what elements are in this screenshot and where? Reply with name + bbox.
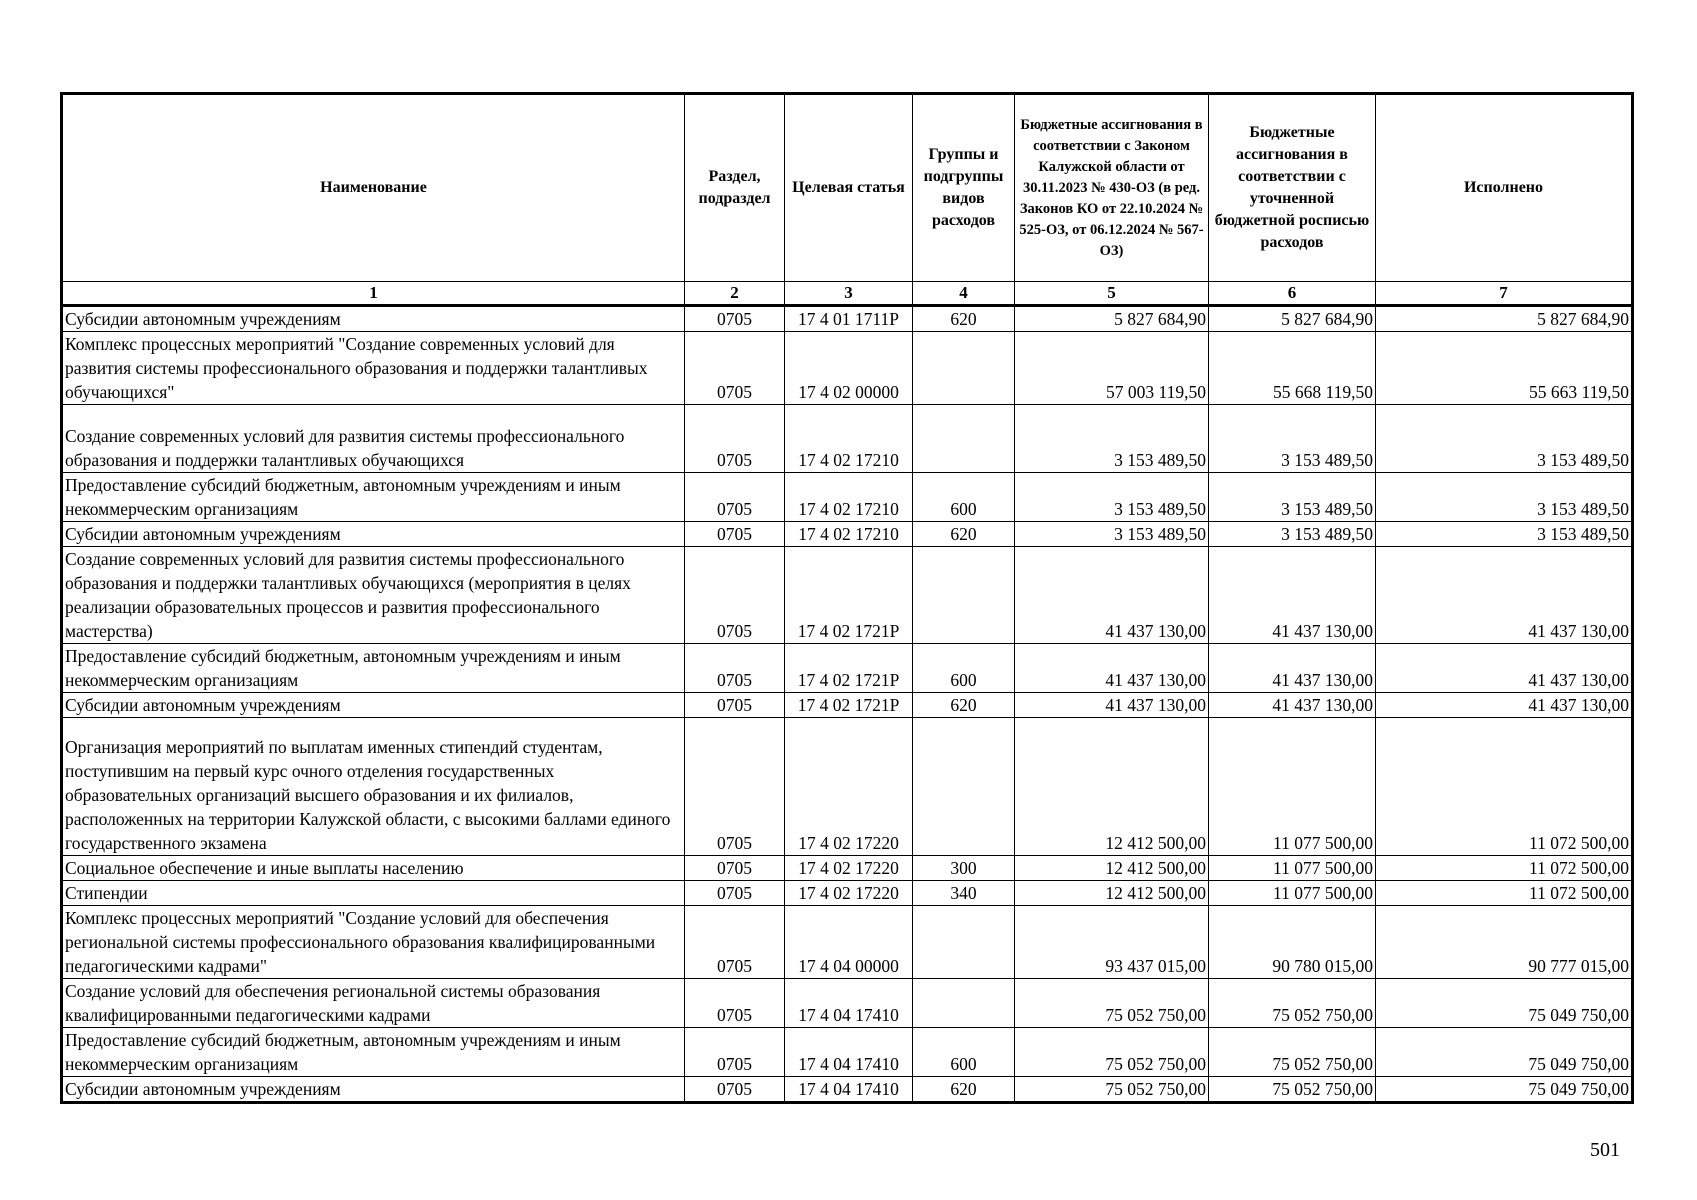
row-expense-group: 600: [913, 644, 1015, 693]
row-name: Организация мероприятий по выплатам именных стипендий студентам, поступившим на первый курс очного отделения государственных образовательных организаций высшего образования и их филиалов, расположенных на территории Калужской области, с высокими баллами единого государственного экзамена: [62, 718, 685, 856]
row-section: 0705: [685, 856, 785, 881]
row-section: 0705: [685, 405, 785, 473]
row-law-amount: 5 827 684,90: [1015, 306, 1209, 332]
column-number: 5: [1015, 282, 1209, 306]
column-number: 7: [1376, 282, 1633, 306]
header-schedule-allocations: Бюджетные ассигнования в соответствии с уточненной бюджетной росписью расходов: [1209, 94, 1376, 282]
row-executed-amount: 11 072 500,00: [1376, 881, 1633, 906]
table-row: [62, 1077, 1633, 1103]
row-section: 0705: [685, 906, 785, 979]
row-law-amount: 3 153 489,50: [1015, 405, 1209, 473]
row-name: Субсидии автономным учреждениям: [62, 306, 685, 332]
row-expense-group: 300: [913, 856, 1015, 881]
row-schedule-amount: 41 437 130,00: [1209, 547, 1376, 644]
row-schedule-amount: 75 052 750,00: [1209, 979, 1376, 1028]
table-row: [62, 522, 1633, 547]
row-schedule-amount: 3 153 489,50: [1209, 522, 1376, 547]
row-executed-amount: 3 153 489,50: [1376, 522, 1633, 547]
row-schedule-amount: 11 077 500,00: [1209, 881, 1376, 906]
row-name: Стипендии: [62, 881, 685, 906]
row-schedule-amount: 41 437 130,00: [1209, 693, 1376, 718]
row-section: 0705: [685, 693, 785, 718]
row-section: 0705: [685, 473, 785, 522]
table-body: [62, 306, 1633, 1103]
row-schedule-amount: 41 437 130,00: [1209, 644, 1376, 693]
row-law-amount: 41 437 130,00: [1015, 644, 1209, 693]
column-number: 6: [1209, 282, 1376, 306]
row-name: Предоставление субсидий бюджетным, автономным учреждениям и иным некоммерческим организациям: [62, 473, 685, 522]
table-row: [62, 906, 1633, 979]
header-executed: Исполнено: [1376, 94, 1633, 282]
row-name: Социальное обеспечение и иные выплаты населению: [62, 856, 685, 881]
row-name: Субсидии автономным учреждениям: [62, 1077, 685, 1103]
row-target-article: 17 4 01 1711Р: [785, 306, 913, 332]
row-target-article: 17 4 02 17210: [785, 473, 913, 522]
row-executed-amount: 3 153 489,50: [1376, 473, 1633, 522]
row-name: Субсидии автономным учреждениям: [62, 522, 685, 547]
row-target-article: 17 4 04 17410: [785, 1028, 913, 1077]
header-expense-groups: Группы и подгруппы видов расходов: [913, 94, 1015, 282]
row-executed-amount: 90 777 015,00: [1376, 906, 1633, 979]
row-schedule-amount: 75 052 750,00: [1209, 1028, 1376, 1077]
row-law-amount: 75 052 750,00: [1015, 1028, 1209, 1077]
table-row: [62, 693, 1633, 718]
row-executed-amount: 41 437 130,00: [1376, 644, 1633, 693]
row-expense-group: [913, 332, 1015, 405]
row-target-article: 17 4 02 17220: [785, 718, 913, 856]
row-name: Субсидии автономным учреждениям: [62, 693, 685, 718]
column-number: 3: [785, 282, 913, 306]
row-expense-group: 340: [913, 881, 1015, 906]
row-expense-group: 620: [913, 522, 1015, 547]
table-row: [62, 881, 1633, 906]
table-header: [62, 94, 1633, 306]
table-row: [62, 405, 1633, 473]
row-executed-amount: 41 437 130,00: [1376, 547, 1633, 644]
row-section: 0705: [685, 306, 785, 332]
row-expense-group: [913, 979, 1015, 1028]
row-section: 0705: [685, 644, 785, 693]
table-row: [62, 979, 1633, 1028]
row-law-amount: 57 003 119,50: [1015, 332, 1209, 405]
row-schedule-amount: 5 827 684,90: [1209, 306, 1376, 332]
page-number: 501: [1590, 1139, 1620, 1161]
row-expense-group: 620: [913, 1077, 1015, 1103]
row-executed-amount: 75 049 750,00: [1376, 979, 1633, 1028]
row-law-amount: 3 153 489,50: [1015, 522, 1209, 547]
row-schedule-amount: 11 077 500,00: [1209, 718, 1376, 856]
row-executed-amount: 41 437 130,00: [1376, 693, 1633, 718]
row-law-amount: 41 437 130,00: [1015, 693, 1209, 718]
row-executed-amount: 75 049 750,00: [1376, 1077, 1633, 1103]
row-law-amount: 12 412 500,00: [1015, 856, 1209, 881]
row-law-amount: 3 153 489,50: [1015, 473, 1209, 522]
row-name: Комплекс процессных мероприятий "Создание условий для обеспечения региональной системы профессионального образования квалифицированными педагогическими кадрами": [62, 906, 685, 979]
row-executed-amount: 11 072 500,00: [1376, 718, 1633, 856]
header-row: [62, 94, 1633, 282]
row-name: Предоставление субсидий бюджетным, автономным учреждениям и иным некоммерческим организациям: [62, 1028, 685, 1077]
row-section: 0705: [685, 979, 785, 1028]
row-target-article: 17 4 02 17210: [785, 522, 913, 547]
row-schedule-amount: 3 153 489,50: [1209, 405, 1376, 473]
row-expense-group: [913, 718, 1015, 856]
header-name: Наименование: [62, 94, 685, 282]
table-row: [62, 473, 1633, 522]
column-number-row: [62, 282, 1633, 306]
row-target-article: 17 4 04 17410: [785, 1077, 913, 1103]
row-expense-group: [913, 547, 1015, 644]
row-schedule-amount: 90 780 015,00: [1209, 906, 1376, 979]
table-row: [62, 1028, 1633, 1077]
row-executed-amount: 75 049 750,00: [1376, 1028, 1633, 1077]
row-executed-amount: 5 827 684,90: [1376, 306, 1633, 332]
row-executed-amount: 55 663 119,50: [1376, 332, 1633, 405]
row-schedule-amount: 75 052 750,00: [1209, 1077, 1376, 1103]
row-target-article: 17 4 02 1721Р: [785, 693, 913, 718]
row-target-article: 17 4 02 1721Р: [785, 547, 913, 644]
row-law-amount: 75 052 750,00: [1015, 979, 1209, 1028]
table-row: [62, 306, 1633, 332]
column-number: 2: [685, 282, 785, 306]
column-number: 4: [913, 282, 1015, 306]
row-expense-group: 600: [913, 1028, 1015, 1077]
row-law-amount: 93 437 015,00: [1015, 906, 1209, 979]
row-schedule-amount: 3 153 489,50: [1209, 473, 1376, 522]
row-expense-group: 620: [913, 693, 1015, 718]
row-target-article: 17 4 04 17410: [785, 979, 913, 1028]
header-section: Раздел, подраздел: [685, 94, 785, 282]
row-schedule-amount: 11 077 500,00: [1209, 856, 1376, 881]
row-target-article: 17 4 04 00000: [785, 906, 913, 979]
header-target-article: Целевая статья: [785, 94, 913, 282]
row-expense-group: 600: [913, 473, 1015, 522]
table-row: [62, 547, 1633, 644]
row-section: 0705: [685, 1028, 785, 1077]
row-executed-amount: 3 153 489,50: [1376, 405, 1633, 473]
row-target-article: 17 4 02 00000: [785, 332, 913, 405]
budget-table: [60, 92, 1634, 1104]
row-name: Предоставление субсидий бюджетным, автономным учреждениям и иным некоммерческим организациям: [62, 644, 685, 693]
table-row: [62, 718, 1633, 856]
row-section: 0705: [685, 1077, 785, 1103]
row-target-article: 17 4 02 1721Р: [785, 644, 913, 693]
row-target-article: 17 4 02 17210: [785, 405, 913, 473]
row-name: Создание современных условий для развития системы профессионального образования и поддержки талантливых обучающихся: [62, 405, 685, 473]
table-row: [62, 332, 1633, 405]
column-number: 1: [62, 282, 685, 306]
row-name: Комплекс процессных мероприятий "Создание современных условий для развития системы профессионального образования и поддержки талантливых обучающихся": [62, 332, 685, 405]
row-law-amount: 12 412 500,00: [1015, 881, 1209, 906]
row-section: 0705: [685, 547, 785, 644]
row-law-amount: 75 052 750,00: [1015, 1077, 1209, 1103]
row-section: 0705: [685, 718, 785, 856]
row-expense-group: [913, 405, 1015, 473]
row-target-article: 17 4 02 17220: [785, 856, 913, 881]
row-name: Создание условий для обеспечения региональной системы образования квалифицированными педагогическими кадрами: [62, 979, 685, 1028]
row-section: 0705: [685, 332, 785, 405]
header-law-allocations: Бюджетные ассигнования в соответствии с Законом Калужской области от 30.11.2023 № 430-ОЗ (в ред. Законов КО от 22.10.2024 № 525-ОЗ, от 06.12.2024 № 567-ОЗ): [1015, 94, 1209, 282]
row-expense-group: [913, 906, 1015, 979]
row-section: 0705: [685, 881, 785, 906]
row-law-amount: 12 412 500,00: [1015, 718, 1209, 856]
table-row: [62, 856, 1633, 881]
table-row: [62, 644, 1633, 693]
row-expense-group: 620: [913, 306, 1015, 332]
row-law-amount: 41 437 130,00: [1015, 547, 1209, 644]
row-executed-amount: 11 072 500,00: [1376, 856, 1633, 881]
row-name: Создание современных условий для развития системы профессионального образования и поддержки талантливых обучающихся (мероприятия в целях реализации образовательных процессов и развития профессионального мастерства): [62, 547, 685, 644]
row-section: 0705: [685, 522, 785, 547]
row-schedule-amount: 55 668 119,50: [1209, 332, 1376, 405]
row-target-article: 17 4 02 17220: [785, 881, 913, 906]
